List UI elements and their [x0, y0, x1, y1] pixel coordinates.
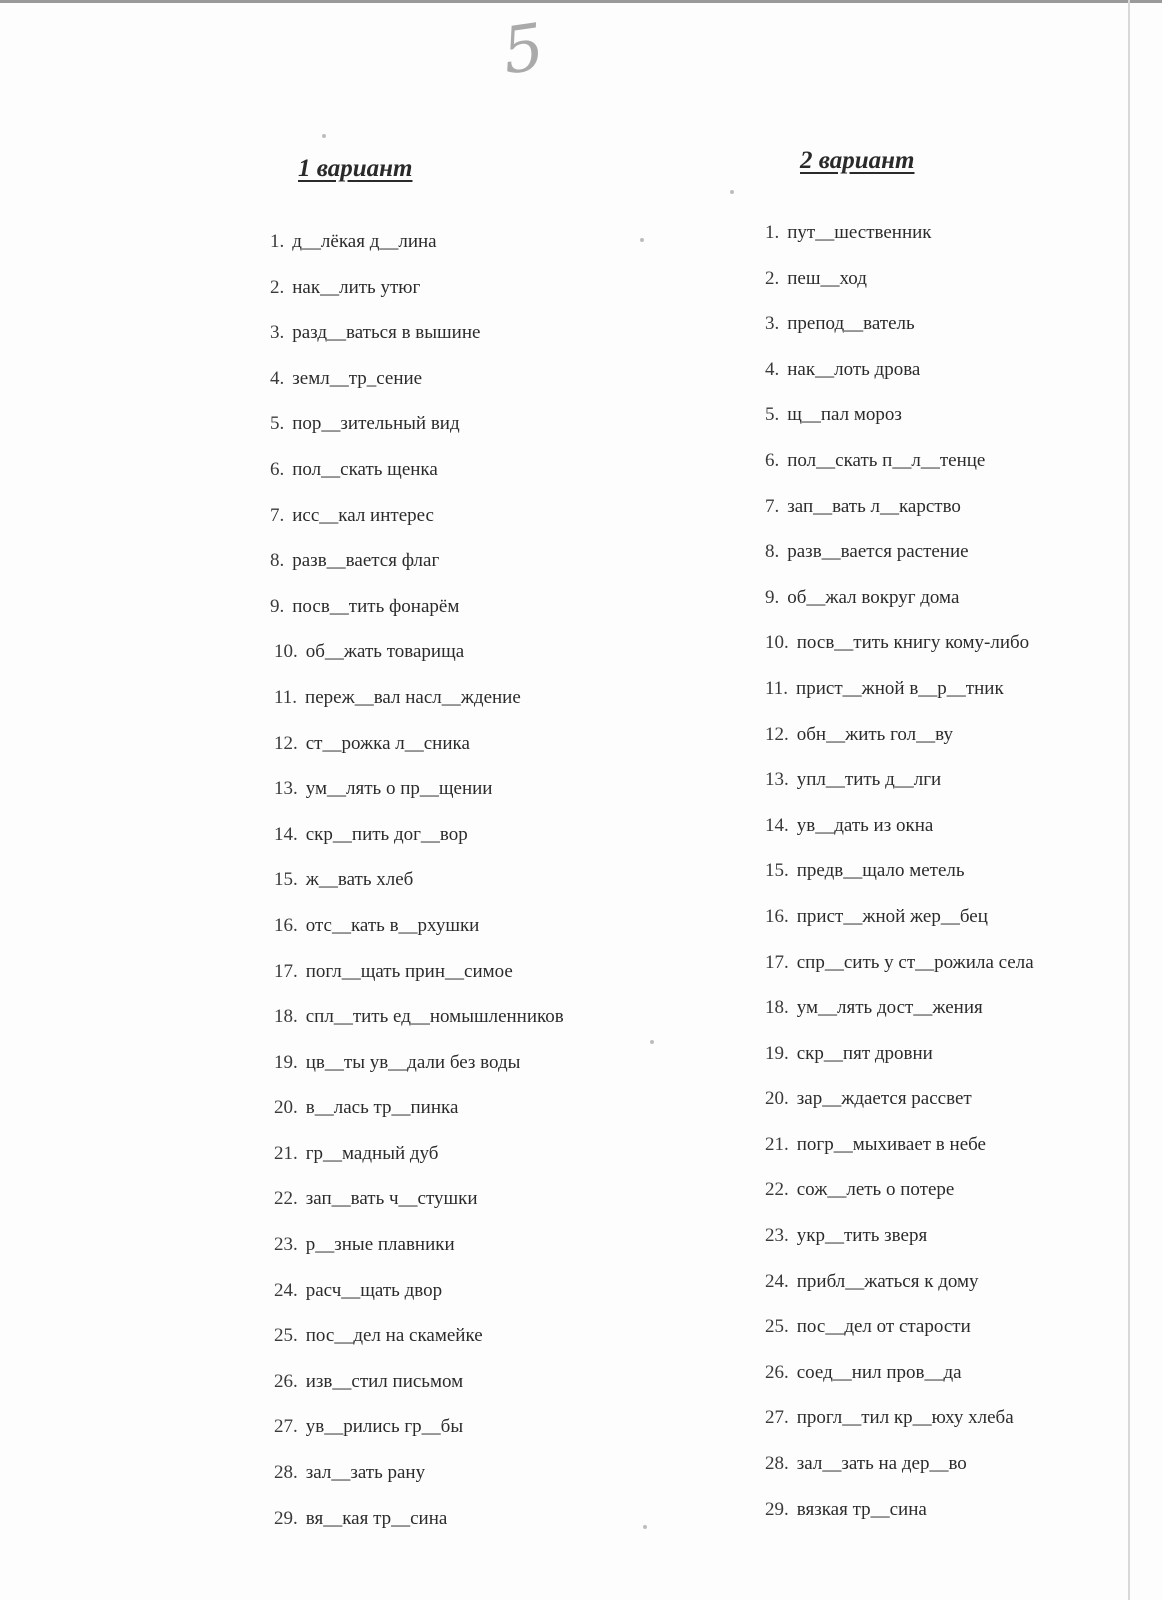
list-item [765, 1359, 1162, 1405]
list-item [765, 994, 1162, 1040]
item-text: препод__ватель [787, 313, 915, 335]
item-text: зап__вать л__карство [787, 495, 961, 517]
item-text: посв__тить фонарём [292, 595, 460, 617]
list-item [270, 593, 670, 639]
item-number: 13. [274, 778, 298, 800]
item-number: 25. [765, 1316, 789, 1338]
list-item [765, 401, 1162, 447]
list-item [270, 684, 670, 730]
item-text: пос__дел от старости [796, 1316, 971, 1338]
item-number: 19. [765, 1042, 789, 1064]
list-item [270, 1185, 670, 1231]
list-item [765, 356, 1162, 402]
item-text: ст__рожка л__сника [305, 732, 470, 754]
item-number: 11. [765, 677, 789, 699]
item-number: 24. [765, 1270, 789, 1292]
list-item [270, 1003, 670, 1049]
item-text: цв__ты ув__дали без воды [305, 1051, 521, 1073]
item-text: обн__жить гол__ву [796, 723, 953, 745]
scan-speck [730, 190, 734, 194]
item-number: 22. [274, 1188, 298, 1210]
list-item [765, 949, 1162, 995]
list-item [765, 903, 1162, 949]
item-number: 14. [274, 823, 298, 845]
list-item [765, 1176, 1162, 1222]
list-item [270, 866, 670, 912]
item-number: 28. [765, 1453, 789, 1475]
list-item [765, 310, 1162, 356]
list-item [270, 1322, 670, 1368]
scan-speck [650, 1040, 654, 1044]
list-item [270, 1459, 670, 1505]
list-item [765, 493, 1162, 539]
item-text: предв__щало метель [796, 860, 965, 882]
item-text: ув__дать из окна [796, 814, 934, 836]
item-text: спр__сить у ст__рожила села [796, 951, 1034, 973]
list-item [270, 1049, 670, 1095]
item-text: зар__ждается рассвет [796, 1088, 972, 1110]
item-number: 19. [274, 1051, 298, 1073]
item-number: 29. [274, 1507, 298, 1529]
list-item [765, 675, 1162, 721]
item-number: 3. [765, 313, 780, 335]
item-text: пол__скать щенка [292, 458, 438, 480]
item-number: 28. [274, 1462, 298, 1484]
item-text: прогл__тил кр__юху хлеба [796, 1407, 1014, 1429]
item-number: 23. [274, 1234, 298, 1256]
variant-1-title: 1 вариант [298, 155, 413, 182]
list-item [270, 1140, 670, 1186]
item-number: 23. [765, 1225, 789, 1247]
item-number: 9. [270, 595, 285, 617]
list-item [270, 1231, 670, 1277]
item-text: прист__жной в__р__тник [796, 677, 1004, 699]
list-item [270, 958, 670, 1004]
item-text: д__лёкая д__лина [292, 231, 437, 252]
list-item [270, 638, 670, 684]
list-item [765, 1313, 1162, 1359]
item-text: укр__тить зверя [796, 1225, 928, 1247]
item-text: об__жать товарища [305, 641, 465, 663]
item-text: об__жал вокруг дома [787, 586, 960, 608]
item-text: р__зные плавники [305, 1234, 455, 1256]
item-number: 14. [765, 814, 789, 836]
item-number: 10. [765, 632, 789, 654]
item-text: сож__леть о потере [796, 1179, 955, 1201]
item-number: 2. [270, 276, 285, 298]
item-number: 17. [765, 951, 789, 973]
item-text: нак__лить утюг [292, 276, 421, 298]
item-number: 8. [270, 550, 285, 572]
list-item [765, 812, 1162, 858]
list-item [270, 1413, 670, 1459]
scan-speck [643, 1525, 647, 1529]
list-item [765, 1450, 1162, 1496]
item-text: прибл__жаться к дому [796, 1270, 979, 1292]
list-item [270, 365, 670, 411]
item-text: расч__щать двор [305, 1279, 443, 1301]
variant-2-title: 2 вариант [800, 147, 915, 174]
item-number: 12. [274, 732, 298, 754]
item-number: 4. [765, 358, 780, 380]
item-text: разв__вается флаг [292, 550, 440, 572]
list-item [270, 319, 670, 365]
list-item [765, 1496, 1162, 1542]
item-number: 24. [274, 1279, 298, 1301]
item-number: 11. [274, 686, 298, 708]
item-text: погл__щать прин__симое [305, 960, 513, 982]
item-text: гр__мадный дуб [305, 1142, 439, 1164]
list-item [270, 410, 670, 456]
list-item [270, 1505, 670, 1551]
list-item [270, 1368, 670, 1414]
item-number: 29. [765, 1498, 789, 1520]
item-number: 10. [274, 641, 298, 663]
item-number: 15. [274, 869, 298, 891]
list-item [270, 228, 670, 274]
item-text: в__лась тр__пинка [305, 1097, 459, 1119]
list-item [765, 766, 1162, 812]
item-text: пос__дел на скамейке [305, 1325, 483, 1347]
item-number: 26. [274, 1370, 298, 1392]
item-number: 3. [270, 322, 285, 344]
item-number: 2. [765, 267, 780, 289]
list-item [765, 584, 1162, 630]
list-item [270, 274, 670, 320]
item-number: 5. [270, 413, 285, 435]
list-item [270, 821, 670, 867]
item-text: зап__вать ч__стушки [305, 1188, 478, 1210]
list-item [765, 538, 1162, 584]
item-number: 6. [270, 458, 285, 480]
item-text: зал__зать на дер__во [796, 1453, 967, 1475]
list-item [765, 1222, 1162, 1268]
item-number: 20. [765, 1088, 789, 1110]
item-text: земл__тр_сение [292, 367, 423, 389]
list-item [270, 1277, 670, 1323]
item-text: разв__вается растение [787, 541, 969, 563]
list-item [765, 219, 1162, 265]
scan-top-border [0, 0, 1162, 3]
item-number: 18. [274, 1006, 298, 1028]
item-number: 9. [765, 586, 780, 608]
item-number: 20. [274, 1097, 298, 1119]
list-item [765, 857, 1162, 903]
list-item [270, 912, 670, 958]
item-text: скр__пят дровни [796, 1042, 933, 1064]
item-number: 21. [274, 1142, 298, 1164]
item-text: исс__кал интерес [292, 504, 434, 526]
item-text: пор__зительный вид [292, 413, 460, 435]
item-text: прист__жной жер__бец [796, 905, 988, 927]
item-number: 25. [274, 1325, 298, 1347]
item-number: 12. [765, 723, 789, 745]
item-text: щ__пал мороз [787, 404, 902, 426]
item-number: 15. [765, 860, 789, 882]
item-number: 4. [270, 367, 285, 389]
item-text: пеш__ход [787, 267, 867, 289]
item-text: спл__тить ед__номышленников [305, 1006, 564, 1028]
item-text: отс__кать в__рхушки [305, 914, 480, 936]
item-number: 21. [765, 1133, 789, 1155]
item-number: 7. [765, 495, 780, 517]
item-number: 7. [270, 504, 285, 526]
list-item [765, 1404, 1162, 1450]
item-number: 1. [270, 231, 285, 252]
item-text: нак__лоть дрова [787, 358, 921, 380]
item-text: зал__зать рану [305, 1462, 426, 1484]
item-text: ум__лять о пр__щении [305, 778, 493, 800]
item-number: 27. [765, 1407, 789, 1429]
page-number: 5 [498, 10, 549, 90]
item-number: 27. [274, 1416, 298, 1438]
item-text: изв__стил письмом [305, 1370, 464, 1392]
item-number: 26. [765, 1361, 789, 1383]
list-item [765, 447, 1162, 493]
list-item [270, 502, 670, 548]
item-text: скр__пить дог__вор [305, 823, 468, 845]
item-text: вязкая тр__сина [796, 1498, 927, 1520]
item-number: 1. [765, 222, 780, 243]
item-number: 16. [274, 914, 298, 936]
item-number: 18. [765, 997, 789, 1019]
item-text: погр__мыхивает в небе [796, 1133, 986, 1155]
list-item [765, 1131, 1162, 1177]
variant-2-list [765, 219, 1162, 1541]
list-item [270, 456, 670, 502]
list-item [765, 629, 1162, 675]
item-text: пут__шественник [787, 222, 932, 243]
scan-speck [640, 238, 644, 242]
list-item [270, 547, 670, 593]
item-number: 16. [765, 905, 789, 927]
item-number: 5. [765, 404, 780, 426]
list-item [765, 1268, 1162, 1314]
item-number: 22. [765, 1179, 789, 1201]
item-text: разд__ваться в вышине [292, 322, 481, 344]
item-text: ж__вать хлеб [305, 869, 414, 891]
list-item [765, 1085, 1162, 1131]
item-text: упл__тить д__лги [796, 769, 942, 791]
variant-1-list [270, 228, 670, 1550]
list-item [765, 1040, 1162, 1086]
list-item [765, 721, 1162, 767]
item-text: посв__тить книгу кому-либо [796, 632, 1030, 654]
list-item [270, 730, 670, 776]
item-text: переж__вал насл__ждение [305, 686, 521, 708]
item-number: 8. [765, 541, 780, 563]
item-text: соед__нил пров__да [796, 1361, 962, 1383]
item-text: пол__скать п__л__тенце [787, 449, 986, 471]
list-item [270, 775, 670, 821]
item-number: 13. [765, 769, 789, 791]
list-item [270, 1094, 670, 1140]
item-number: 6. [765, 449, 780, 471]
item-number: 17. [274, 960, 298, 982]
list-item [765, 265, 1162, 311]
item-text: ув__рились гр__бы [305, 1416, 464, 1438]
scan-speck [322, 134, 326, 138]
item-text: вя__кая тр__сина [305, 1507, 448, 1529]
item-text: ум__лять дост__жения [796, 997, 983, 1019]
